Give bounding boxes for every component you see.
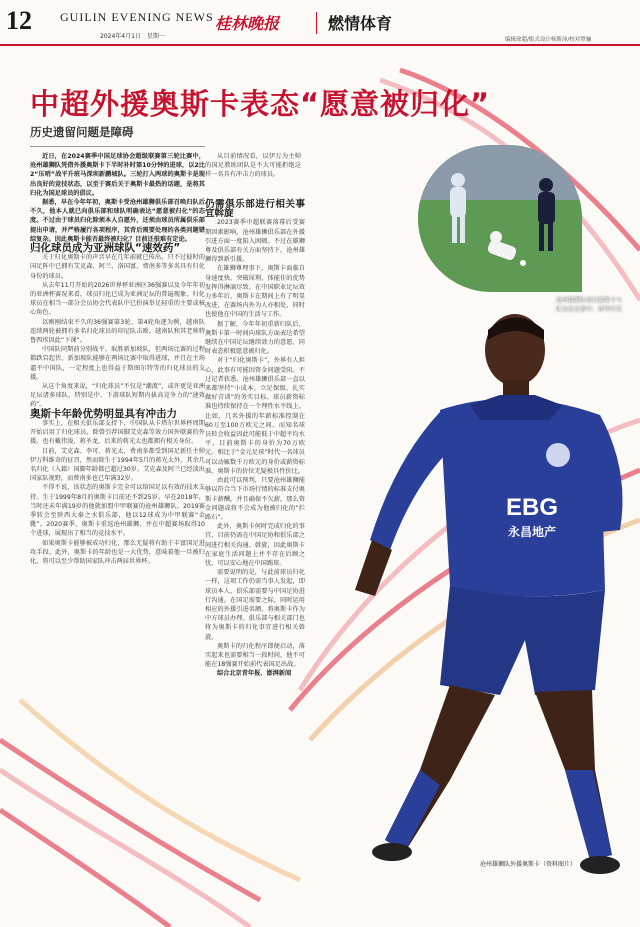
section-heading: 归化球员成为亚洲球队“速效药” (30, 242, 181, 255)
masthead-rule (0, 44, 640, 46)
article-paragraph: 事实上，在相关俱乐部支持下，中国队从卡塔尔世界杯周期开始启用了归化球员，除曾引荐国脚艾克森等效力国外联赛的外援，也有戴伟浚、蒋圣龙，后来的蒋光太也都拥有相关身份。 (30, 419, 205, 446)
article-paragraph: 奥斯卡的归化程序即便启动，落实起来也需要相当一段时间，他不可能在18强赛开始前代表国足出战。 (205, 642, 305, 669)
masthead (0, 0, 640, 44)
article-column-1 (30, 152, 205, 566)
article-lead: 近日，在2024赛季中国足球协会超级联赛第三轮比赛中，沧州雄狮队凭借外援奥斯卡下半时补时第10分钟的进球，以2比2“压哨”战平升班马深圳新鹏城队。三轮打入两球的奥斯卡是现出良好的竞技状态，以至于赛后关于奥斯卡最热的话题，是将其归化为国足球员的倡议。 (30, 153, 205, 197)
match-photo (418, 145, 582, 292)
article-paragraph: 据了解，今年年初重新归队后，奥斯卡第一时间向球队方面表达希望继续在中国足坛继续效力的意愿，同时表态积极愿意被归化。 (205, 320, 305, 356)
article-paragraph: 从这个角度来说，“归化球员”不仅是“潮流”，或许更是亚洲足坛诸多球队，特别是中、下游球队短期内拔高竞争力的“速效药”。 (30, 383, 205, 409)
article-signature: 综合北京青年报、澎湃新闻 (217, 670, 292, 678)
article-paragraph: 从目前情况看，以伊万为主帅的国足教练团队是不大可能拒绝这样一名具有冲击力的球员。 (205, 153, 301, 179)
article-paragraph: 从去年11月开始的2026世界杯亚洲区36强赛以及今年年初的亚洲杯赛况来看，球员归化已成为亚洲足坛的普遍现象。归化球员在相当一部分会员协会代表队中已扮演举足轻重的主要或核心角色。 (30, 281, 205, 317)
section-heading: 奥斯卡年龄优势明显具有冲击力 (30, 407, 177, 420)
article-subhead: 历史遗留问题是障碍 (30, 125, 134, 139)
article-paragraph: 对于“归化奥斯卡”，外界有人担心，此事有可能因资金问题受阻。不过记者获悉，沧州雄狮俱乐部一直以来都坚持“小成本、立足保级、扎实做好青训”的务实目标。球员薪资标准也持续保持在一个理性水平线上。比如，几名外援的年薪标准控制在60万至100万欧元之间。而知名球员转会收益因此可能低于中超平均水平，目前奥斯卡的身价为70万欧元。相比于“金元足球”时代一名球员可以动辄数千万欧元的身价或薪资标准，奥斯卡的价位无疑极具性价比。 (205, 357, 305, 475)
page-number: 12 (6, 6, 32, 35)
subhead-rule (30, 146, 205, 147)
section-heading: 仍需俱乐部进行相关事宜斡旋 (205, 199, 305, 220)
jersey-sponsor: EBG (505, 494, 559, 521)
article-paragraph: 在雄狮尊理事下，奥斯卡面临自身速度快、突破犀利、体能佳的优势发挥得淋漓尽致。在中国职业足坛效力多年后，奥斯卡在期间上有了明显改进，在赛场内外为人亦相处，同时也使他在中国的生活与工作。 (205, 265, 305, 319)
article-paragraph: 需要说明的是，与此前球员归化一样，这项工作仍需当事人发起，即球员本人、俱乐部需要与中国足协进行沟通。在国足需要之际，同时运用相应的外援引进名额，将奥斯卡作为中方球员办理。俱乐部与相关部门也将为奥斯卡的归化事宜进行相关斡旋。 (205, 569, 305, 641)
top-photo-caption: 沧州雄狮队球员奥斯卡与队友在比赛中。新华社发 (556, 297, 623, 313)
article-headline: 中超外援奥斯卡表态“愿意被归化” (30, 87, 491, 121)
article-paragraph: 此外，奥斯卡何时完成归化的事宜，目前仍需在中国足协和俱乐部之间进行相关沟通、斡旋，因此奥斯卡在家庭生活问题上并不存在后顾之忧，可以安心地在中国踢球。 (205, 523, 305, 567)
article-paragraph: 2023赛季中超联赛落幕后受赛期因素影响，沧州雄狮俱乐部在外援引进方面一度陷入困顿。不过在雄狮尊及俱乐部有关方面坚持下，沧州雄狮得到新引援。 (205, 219, 305, 264)
main-photo-caption: 沧州雄狮队外援奥斯卡（资料图片） (480, 861, 577, 868)
article-paragraph: 中国队同期前分别战平、取胜新加坡队，但两场比赛的过程都跌宕起伏。新加坡队能够在两场比赛中取得进球，并且在主场逼平中国队，一定程度上也得益于斯图尔特等的归化球员的支援。 (30, 346, 205, 381)
brand-logo: 桂林晚报 (215, 14, 280, 33)
article-paragraph: 由此可以预判，只要沧州雄狮能够以符合当下市场行情的标准支付奥斯卡薪酬，并且确保不欠薪，那么资金问题或将不会成为他被归化的“拦路石”。 (205, 477, 305, 521)
article-paragraph: 不得不说，该状态的奥斯卡完全可以给国足以有效的技术支持。生于1999年8月的奥斯卡目前还不到25岁。早在2018年，当时还未年满19岁的他就加盟中甲联赛的沧州雄狮队。2019赛季转会至陕西大秦之水俱乐部，他以12球成为中甲联赛“金靴”。2020赛季，奥斯卡重返沧州雄狮，并在中超赛场取得10个进球，展现出了相当的竞技水平。 (30, 484, 205, 538)
article-paragraph: 以刚刚结束不久的36强赛第3轮、第4轮角逐为例，越南队连续两轮被拥有多名归化球员的印尼队击败。越南队和其老帅特鲁西埃因此“下课”。 (30, 318, 205, 345)
article-paragraph: 关于归化奥斯卡的声音早在几年前就已传出。只不过彼时的国足阵中已拥有艾克森、阿兰、洛国富、费南多等多名具有归化身份的球员。 (30, 254, 205, 280)
paper-name-en: GUILIN EVENING NEWS (60, 10, 214, 24)
match-photo-illustration (418, 145, 582, 292)
article-paragraph: 目前，艾克森、李可、蒋光太、费南多都受到国足新任主帅伊万科维奇的征召，然而除生于1994年5月的蒋光太外，其余几名归化（入籍）国脚年龄都已超过30岁。艾克森及阿兰已经淡出国家队视野，而费南多也已年满32岁。 (30, 447, 205, 483)
masthead-divider (316, 12, 317, 34)
article-paragraph: 据悉，早在今年年初，奥斯卡受沧州雄狮俱乐部召唤归队后不久，他本人就已向俱乐部和球队明确表达“愿意被归化”的态度。不过由于球员归化除须本人自愿外，还须由球员所属俱乐部提出申请，并严格履行各项程序，其背后需要处理的各类问题错综复杂。因此奥斯卡能否最终被归化？目前还很难有定论。 (30, 199, 205, 243)
jersey-sponsor-cn: 永昌地产 (507, 525, 557, 539)
player-photo (300, 300, 630, 880)
article-column-3 (205, 200, 305, 679)
editor-credits: 编辑徐超/版式设计杨斯沛/校对覃骊 (505, 37, 592, 43)
article-column-2 (205, 152, 301, 180)
article-paragraph: 如果奥斯卡能够被成功归化，那么无疑将有助于丰富国足进攻手段。此外，奥斯卡的年龄也是一大优势，意味着他一旦被归化，将可以至少帮助国家队冲击两届世界杯。 (30, 539, 205, 565)
issue-date: 2024年4月1日 星期一 (100, 33, 165, 40)
section-title: 燃情体育 (328, 14, 393, 33)
